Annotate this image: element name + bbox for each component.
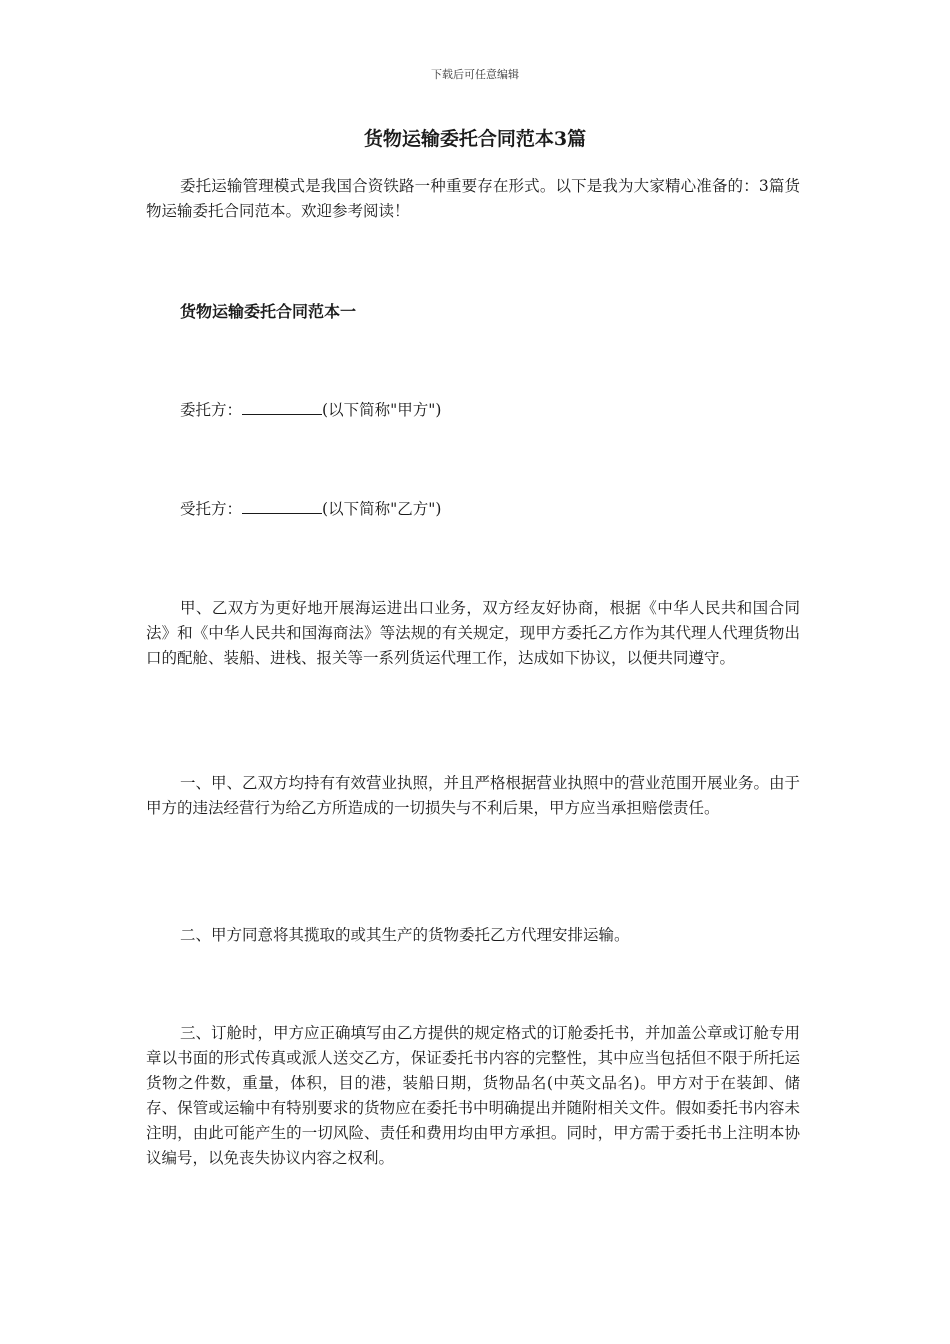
- entrusting-party-label: 委托方：: [180, 401, 243, 419]
- entrusting-party-blank: [242, 400, 322, 415]
- entrusted-party-label: 受托方：: [180, 500, 243, 518]
- clause-1-paragraph: 一、甲、乙双方均持有有效营业执照，并且严格根据营业执照中的营业范围开展业务。由于甲方的违法经营行为给乙方所造成的一切损失与不利后果，甲方应当承担赔偿责任。: [146, 774, 801, 817]
- entrusting-party-line: [180, 398, 441, 423]
- entrusted-party-suffix: (以下简称"乙方"): [322, 500, 442, 518]
- entrusted-party-line: [180, 497, 441, 522]
- entrusting-party-suffix: (以下简称"甲方"): [322, 401, 442, 419]
- preamble-paragraph: 甲、乙双方为更好地开展海运进出口业务，双方经友好协商，根据《中华人民共和国合同法》和《中华人民共和国海商法》等法规的有关规定，现甲方委托乙方作为其代理人代理货物出口的配舱、装船、进栈、报关等一系列货运代理工作，达成如下协议，以便共同遵守。: [146, 599, 800, 667]
- intro-paragraph: 委托运输管理模式是我国合资铁路一种重要存在形式。以下是我为大家精心准备的：3篇货物运输委托合同范本。欢迎参考阅读！: [146, 177, 800, 220]
- page-header-note: 下载后可任意编辑: [431, 68, 519, 81]
- entrusted-party-blank: [242, 499, 322, 514]
- clause-3-paragraph: 三、订舱时，甲方应正确填写由乙方提供的规定格式的订舱委托书，并加盖公章或订舱专用章以书面的形式传真或派人送交乙方，保证委托书内容的完整性，其中应当包括但不限于所托运货物之件数，重量，体积，目的港，装船日期，货物品名(中英文品名)。甲方对于在装卸、储存、保管或运输中有特别要求的货物应在委托书中明确提出并随附相关文件。假如委托书内容未注明，由此可能产生的一切风险、责任和费用均由甲方承担。同时，甲方需于委托书上注明本协议编号，以免丧失协议内容之权利。: [146, 1024, 801, 1167]
- document-title: 货物运输委托合同范本3篇: [363, 128, 587, 150]
- section-heading-1: 货物运输委托合同范本一: [180, 302, 357, 321]
- clause-2-paragraph: 二、甲方同意将其揽取的或其生产的货物委托乙方代理安排运输。: [180, 926, 630, 944]
